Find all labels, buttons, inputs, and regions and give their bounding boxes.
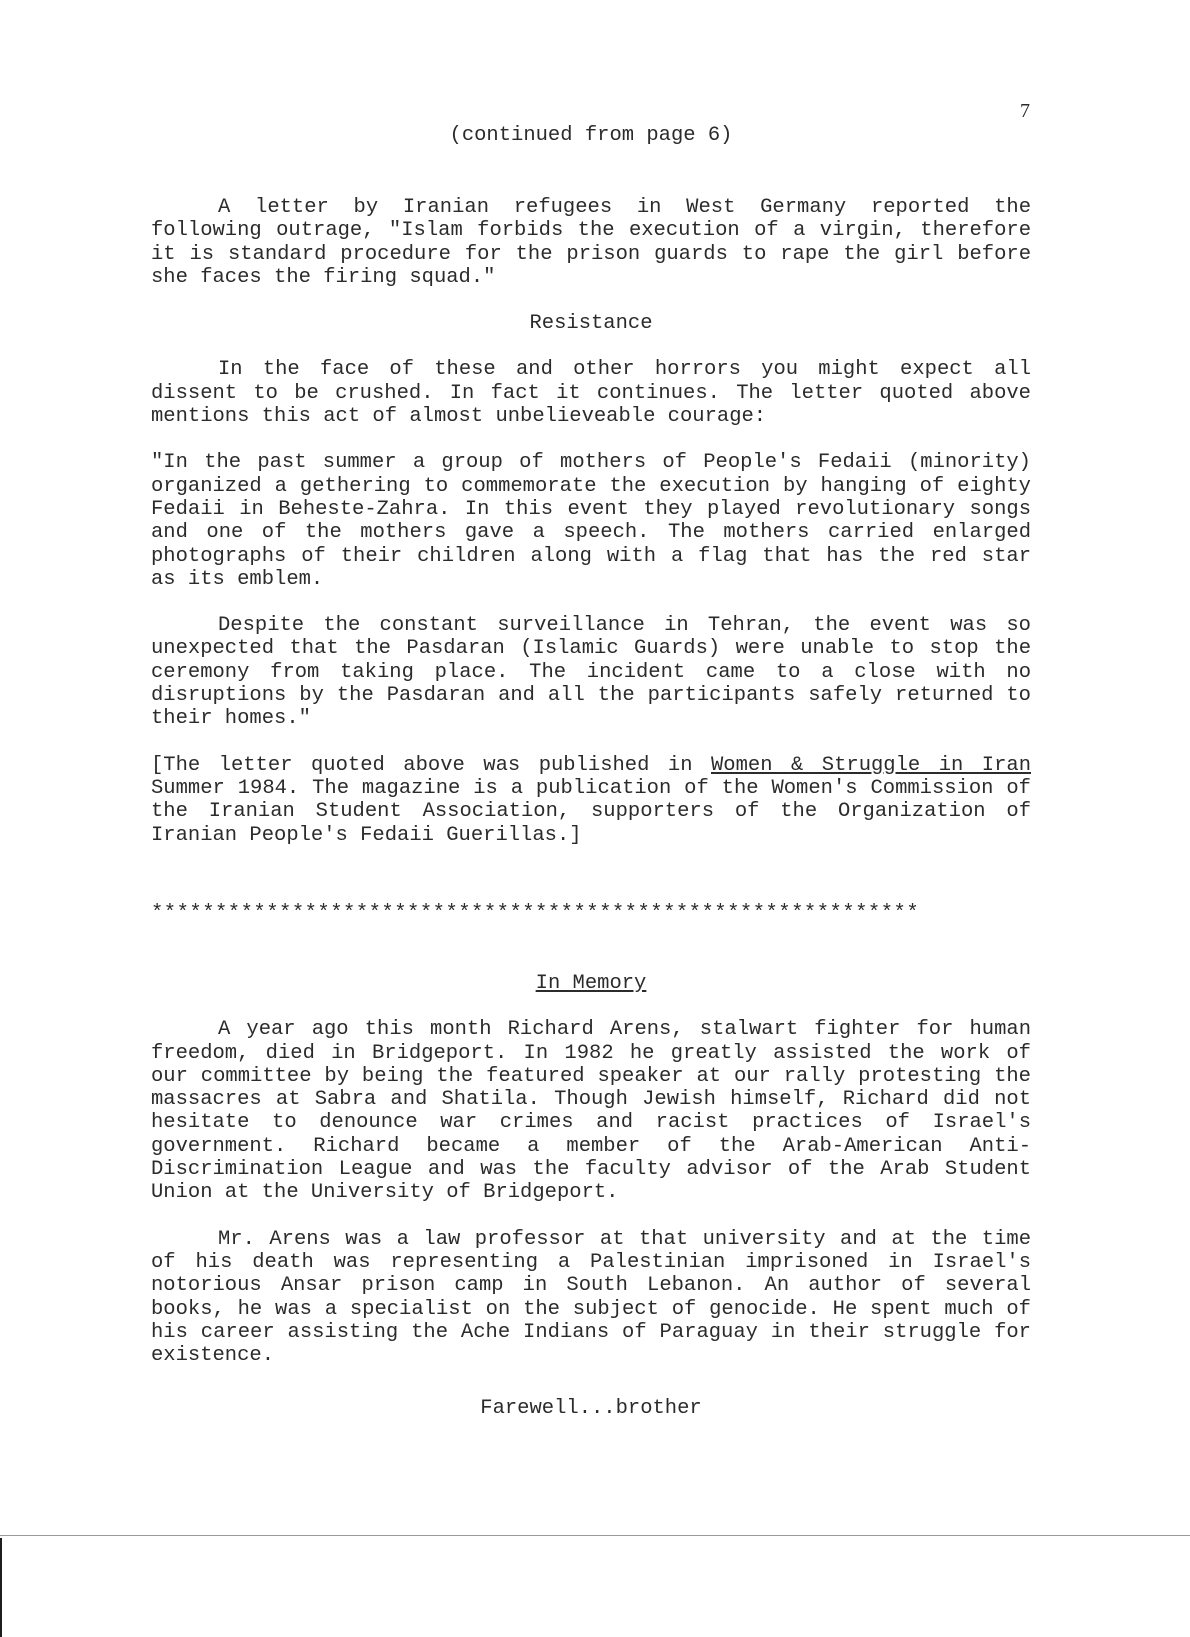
closing-line: Farewell...brother	[480, 1397, 702, 1420]
source-note-pre: [The letter quoted above was published in	[151, 753, 711, 777]
article-resistance	[151, 196, 1031, 847]
page-number: 7	[1020, 100, 1030, 122]
memory-paragraph-2: Mr. Arens was a law professor at that university and at the time of his death was representing a Palestinian imprisoned in Israel's notorious Ansar prison camp in South Lebanon. An author of several books, he was a specialist on the subject of genocide. He spent much of his career assisting the Ache Indians of Paraguay in their struggle for existence.	[151, 1227, 1031, 1368]
source-note	[151, 754, 1031, 847]
continued-note: (continued from page 6)	[449, 124, 733, 147]
heading-resistance: Resistance	[529, 312, 653, 336]
page-edge-left	[0, 1538, 2, 1637]
memory-paragraph-1: A year ago this month Richard Arens, stalwart fighter for human freedom, died in Bridgeport. In 1982 he greatly assisted the work of our committee by being the featured speaker at our rally protesting the massacres at Sabra and Shatila. Though Jewish himself, Richard did not hesitate to denounce war crimes and racist practices of Israel's government. Richard became a member of the Arab-American Anti-Discrimination League and was the faculty advisor of the Arab Student Union at the University of Bridgeport.	[151, 1018, 1031, 1205]
source-note-post: Summer 1984. The magazine is a publication of the Women's Commission of the Iranian Student Association, supporters of the Organization of Iranian People's Fedaii Guerillas.]	[151, 776, 1031, 847]
heading-in-memory-text: In Memory	[535, 972, 647, 995]
paragraph-intro: A letter by Iranian refugees in West Germany reported the following outrage, "Islam forbids the execution of a virgin, therefore it is standard procedure for the prison guards to rape the girl before she faces the firing squad."	[151, 196, 1031, 289]
quote-paragraph-1: "In the past summer a group of mothers of People's Fedaii (minority) organized a gethering to commemorate the execution by hanging of eighty Fedaii in Beheste-Zahra. In this event they played revolutionary songs and one of the mothers gave a speech. The mothers carried enlarged photographs of their children along with a flag that has the red star as its emblem.	[151, 451, 1031, 591]
article-memory	[151, 972, 1031, 1367]
separator-line: ************************************************************	[151, 902, 920, 925]
paragraph-dissent: In the face of these and other horrors you might expect all dissent to be crushed. In fact it continues. The letter quoted above mentions this act of almost unbelieveable courage:	[151, 358, 1031, 429]
magazine-title: Women & Struggle in Iran	[711, 753, 1031, 777]
heading-in-memory	[151, 972, 1031, 995]
quote-paragraph-2: Despite the constant surveillance in Tehran, the event was so unexpected that the Pasdaran (Islamic Guards) were unable to stop the ceremony from taking place. The incident came to a close with no disruptions by the Pasdaran and all the participants safely returned to their homes."	[151, 614, 1031, 731]
page-edge-bottom	[0, 1535, 1190, 1536]
